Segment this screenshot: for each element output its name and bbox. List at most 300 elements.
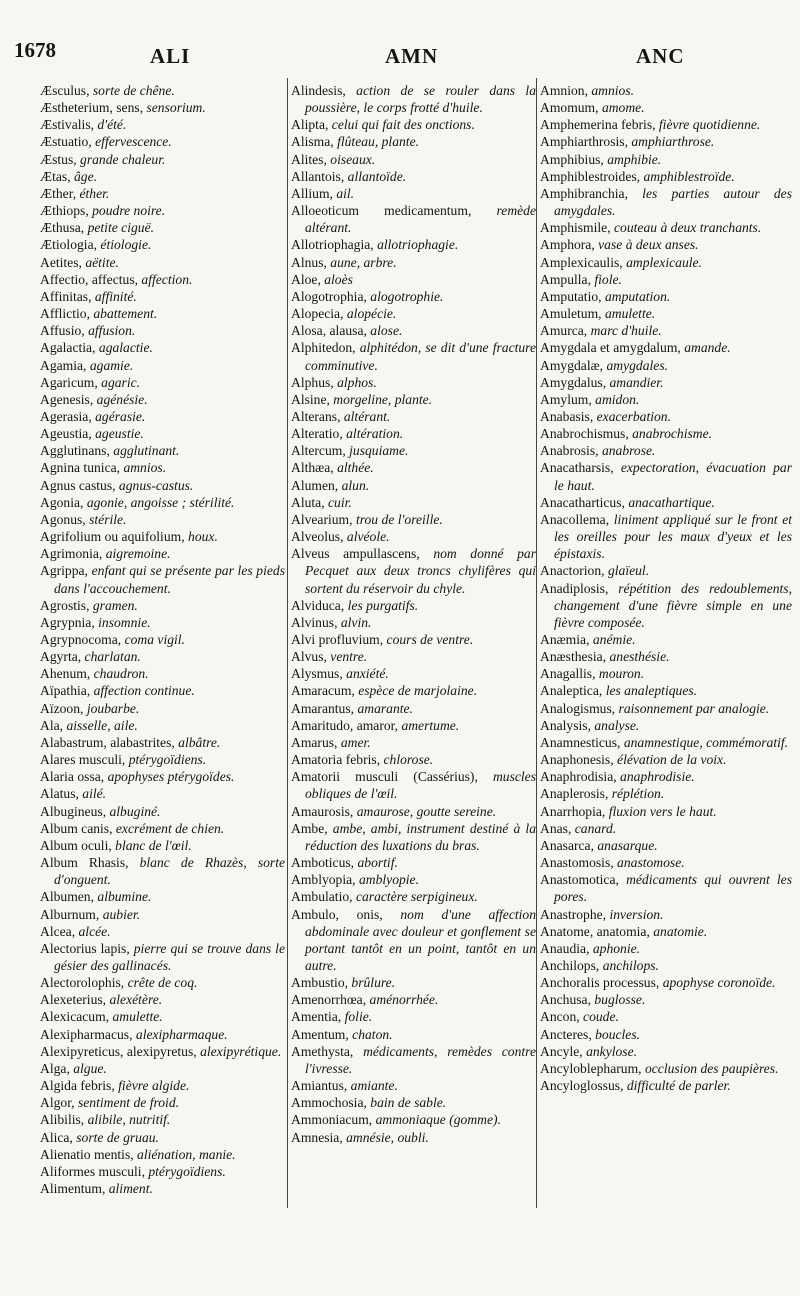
entry-term: Anaphonesis: [540, 752, 611, 768]
entry-term: Anchilops: [540, 957, 596, 973]
entry-term: Alvus: [291, 649, 324, 665]
dictionary-entry: Ageustia, ageustie.: [40, 426, 144, 442]
dictionary-entry: Ala, aisselle, aile.: [40, 717, 138, 733]
entry-term: Alveolus: [291, 529, 341, 545]
dictionary-entry: Alexipharmacus, alexipharmaque.: [40, 1026, 228, 1042]
entry-definition: althée.: [337, 460, 374, 476]
dictionary-entry: Amarus, amer.: [291, 734, 371, 750]
entry-definition: remède altérant.: [305, 203, 537, 236]
entry-definition: ankylose.: [586, 1043, 638, 1059]
dictionary-entry: Alabastrum, alabastrites, albâtre.: [40, 734, 221, 750]
entry-definition: amarante.: [357, 700, 413, 716]
entry-term: Alectorolophis: [40, 975, 121, 991]
dictionary-entry: Aliformes musculi, ptérygoïdiens.: [40, 1163, 226, 1179]
entry-definition: ptérygoïdiens.: [148, 1163, 226, 1179]
entry-definition: analyse.: [594, 717, 640, 733]
dictionary-entry: Alica, sorte de gruau.: [40, 1129, 159, 1145]
entry-definition: alun.: [341, 477, 370, 493]
dictionary-entry: Amarantus, amarante.: [291, 700, 413, 716]
dictionary-entry: Æthusa, petite ciguë.: [40, 220, 155, 236]
dictionary-entry: Amaurosis, amaurose, goutte sereine.: [291, 803, 497, 819]
entry-definition: aliment.: [108, 1181, 153, 1196]
dictionary-entry: Alogotrophia, alogotrophie.: [291, 288, 444, 304]
entry-definition: cuir.: [328, 494, 352, 510]
entry-definition: oiseaux.: [330, 151, 376, 167]
dictionary-entry: Alga, algue.: [40, 1060, 107, 1076]
entry-definition: nom d'une affection abdominale avec douleur et gonflement se portant tantôt en un point, tantôt en un autre.: [305, 906, 537, 973]
dictionary-entry: Alosa, alausa, alose.: [291, 323, 403, 339]
entry-definition: liniment appliqué sur le front et les oreilles pour les maux d'yeux et les épistaxis.: [554, 511, 793, 562]
entry-definition: marc d'huile.: [590, 323, 662, 339]
entry-definition: alphitédon, se dit d'une fracture comminutive.: [305, 340, 536, 373]
dictionary-entry: Alnus, aune, arbre.: [291, 254, 397, 270]
entry-term: Agonus: [40, 511, 83, 527]
dictionary-entry: Algor, sentiment de froid.: [40, 1095, 180, 1111]
entry-term: Afflictio: [40, 306, 87, 322]
entry-definition: anaphrodisie.: [620, 769, 695, 785]
entry-definition: altérant.: [343, 408, 391, 424]
entry-definition: effervescence.: [95, 134, 172, 150]
entry-term: Alsine: [291, 391, 327, 407]
entry-term: Affusio: [40, 323, 82, 339]
entry-definition: ail.: [336, 185, 355, 201]
dictionary-entry: Alloeoticum medicamentum, remède altérant.: [291, 203, 537, 236]
entry-definition: albuginé.: [109, 803, 161, 819]
entry-term: Alumen: [291, 477, 335, 493]
entry-term: Alysmus: [291, 666, 340, 682]
dictionary-entry: Affinitas, affinité.: [40, 288, 137, 304]
dictionary-entry: Agrippa, enfant qui se présente par les pieds dans l'accouchement.: [40, 563, 285, 596]
dictionary-entry: Æsculus, sorte de chêne.: [40, 83, 175, 98]
entry-term: Affectio, affectus: [40, 271, 135, 287]
dictionary-entry: Analysis, analyse.: [540, 717, 640, 733]
dictionary-entry: Agnina tunica, amnios.: [40, 460, 167, 476]
entry-definition: amome.: [601, 100, 645, 116]
entry-definition: amplexicaule.: [626, 254, 702, 270]
entry-definition: amulette.: [112, 1009, 163, 1025]
column-header-3: ANC: [636, 44, 685, 68]
entry-term: Albugineus: [40, 803, 103, 819]
entry-term: Amylum: [540, 391, 589, 407]
entry-definition: affection.: [141, 271, 193, 287]
dictionary-entry: Alvinus, alvin.: [291, 614, 372, 630]
dictionary-entry: Alveolus, alvéole.: [291, 529, 390, 545]
entry-term: Album oculi: [40, 837, 109, 853]
entry-term: Anacollema: [540, 511, 606, 527]
entry-term: Anabrochismus: [540, 426, 626, 442]
dictionary-entry: Alaria ossa, apophyses ptérygoïdes.: [40, 769, 235, 785]
entry-term: Alvearium: [291, 511, 350, 527]
entry-definition: répétition des redoublements, changement d'une fièvre simple en une fièvre composée.: [554, 580, 792, 630]
entry-definition: amphibie.: [607, 151, 662, 167]
entry-definition: apophyses ptérygoïdes.: [107, 769, 235, 785]
entry-definition: fièvre quotidienne.: [658, 117, 761, 133]
entry-term: Amygdalus: [540, 374, 603, 390]
dictionary-entry: Alindesis, action de se rouler dans la poussière, le corps frotté d'huile.: [291, 83, 537, 116]
entry-definition: alexipyrétique.: [200, 1043, 282, 1059]
dictionary-entry: Ambulatio, caractère serpigineux.: [291, 889, 478, 905]
entry-definition: chlorose.: [383, 752, 434, 768]
dictionary-entry: Amuletum, amulette.: [540, 306, 656, 322]
dictionary-entry: Agonus, stérile.: [40, 511, 127, 527]
entry-definition: altération.: [346, 426, 404, 442]
entry-definition: amande.: [684, 340, 731, 356]
entry-definition: amiante.: [350, 1078, 398, 1094]
dictionary-entry: Albugineus, albuginé.: [40, 803, 161, 819]
entry-definition: pierre qui se trouve dans le gésier des gallinacés.: [54, 940, 285, 973]
dictionary-entry: Algida febris, fièvre algide.: [40, 1078, 190, 1094]
dictionary-entry: Amatorii musculi (Cassérius), muscles obliques de l'œil.: [291, 769, 536, 802]
entry-term: Aïpathia: [40, 683, 87, 699]
dictionary-entry: Altercum, jusquiame.: [291, 443, 409, 459]
entry-term: Agenesis: [40, 391, 90, 407]
entry-term: Alosa, alausa: [291, 323, 364, 339]
entry-definition: alvéole.: [346, 529, 390, 545]
entry-term: Anadiplosis: [540, 580, 605, 596]
entry-definition: blanc de Rhazès, sorte d'onguent.: [54, 855, 286, 888]
dictionary-entry: Ammoniacum, ammoniaque (gomme).: [291, 1112, 501, 1128]
entry-term: Agnina tunica: [40, 460, 117, 476]
entry-term: Alindesis: [291, 83, 343, 98]
entry-term: Amblyopia: [291, 872, 353, 888]
dictionary-entry: Alites, oiseaux.: [291, 151, 376, 167]
entry-term: Alopecia: [291, 306, 341, 322]
dictionary-entry: Agrypnocoma, coma vigil.: [40, 632, 185, 647]
entry-definition: expectoration, évacuation par le haut.: [554, 460, 792, 493]
dictionary-entry: Agglutinans, agglutinant.: [40, 443, 180, 459]
dictionary-entry: Amphismile, couteau à deux tranchants.: [540, 220, 762, 236]
entry-definition: amphiarthrose.: [631, 134, 715, 150]
entry-definition: grande chaleur.: [80, 151, 166, 167]
entry-term: Amentum: [291, 1026, 346, 1042]
entry-definition: sorte de gruau.: [76, 1129, 159, 1145]
entry-definition: anamnestique, commémoratif.: [623, 734, 789, 750]
entry-definition: raisonnement par analogie.: [618, 700, 770, 716]
entry-term: Ageustia: [40, 426, 89, 442]
entry-term: Ancteres: [540, 1026, 589, 1042]
entry-definition: anacathartique.: [628, 494, 715, 510]
entry-definition: insomnie.: [98, 614, 151, 630]
entry-definition: aménorrhée.: [369, 992, 439, 1008]
entry-term: Amaritudo, amaror: [291, 717, 395, 733]
dictionary-entry: Alexicacum, amulette.: [40, 1009, 163, 1025]
entry-term: Alphus: [291, 374, 331, 390]
entry-definition: abattement.: [93, 306, 158, 322]
entry-term: Anacatharticus: [540, 494, 622, 510]
entry-term: Ambulo, onis: [291, 906, 380, 922]
dictionary-entry: Æstus, grande chaleur.: [40, 151, 166, 167]
dictionary-entry: Anacatharsis, expectoration, évacuation par le haut.: [540, 460, 792, 493]
page-number: 1678: [14, 38, 56, 62]
entry-term: Anchoralis processus: [540, 975, 656, 991]
entry-term: Æsculus: [40, 83, 87, 98]
entry-definition: agamie.: [89, 357, 134, 373]
entry-term: Aloe: [291, 271, 318, 287]
dictionary-entry: Alexipyreticus, alexipyretus, alexipyrétique.: [40, 1043, 282, 1059]
entry-definition: ambe, ambi, instrument destiné à la réduction des luxations du bras.: [305, 820, 537, 853]
entry-definition: alogotrophie.: [370, 288, 444, 304]
entry-definition: apophyse coronoïde.: [662, 975, 776, 991]
entry-term: Amarus: [291, 734, 335, 750]
entry-term: Amuletum: [540, 306, 599, 322]
entry-term: Ambulatio: [291, 889, 350, 905]
entries-column-1: [40, 82, 285, 1197]
entry-term: Aluta: [291, 494, 322, 510]
entry-term: Amiantus: [291, 1078, 344, 1094]
entry-term: Allium: [291, 185, 330, 201]
column-rule: [287, 78, 288, 1208]
entry-term: Alabastrum, alabastrites: [40, 734, 172, 750]
dictionary-entry: Amenorrhœa, aménorrhée.: [291, 992, 439, 1008]
entry-term: Amaurosis: [291, 803, 350, 819]
entry-definition: ammoniaque (gomme).: [375, 1112, 501, 1128]
entry-term: Amethysta: [291, 1043, 350, 1059]
dictionary-entry: Anas, canard.: [540, 820, 617, 836]
entry-definition: alexétère.: [109, 992, 163, 1008]
entry-definition: charlatan.: [84, 649, 141, 665]
entry-term: Ætas: [40, 168, 68, 184]
entry-term: Agnus castus: [40, 477, 113, 493]
dictionary-entry: Amygdalæ, amygdales.: [540, 357, 669, 373]
dictionary-entry: Alopecia, alopécie.: [291, 306, 397, 322]
dictionary-entry: Allotriophagia, allotriophagie.: [291, 237, 459, 253]
dictionary-entry: Anacatharticus, anacathartique.: [540, 494, 715, 510]
entry-term: Alburnum: [40, 906, 96, 922]
dictionary-entry: Anadiplosis, répétition des redoublements, changement d'une fièvre simple en une fièvre composée.: [540, 580, 792, 630]
entry-term: Agamia: [40, 357, 84, 373]
dictionary-entry: Agamia, agamie.: [40, 357, 134, 373]
dictionary-entry: Ancyloblepharum, occlusion des paupières.: [540, 1060, 779, 1076]
entry-definition: amidon.: [595, 391, 640, 407]
entry-term: Amarantus: [291, 700, 351, 716]
entry-term: Anabasis: [540, 408, 590, 424]
entry-definition: alvin.: [340, 614, 372, 630]
entry-definition: amputation.: [604, 288, 671, 304]
entry-term: Alvi profluvium: [291, 632, 380, 647]
entry-term: Amenorrhœa: [291, 992, 363, 1008]
dictionary-entry: Amylum, amidon.: [540, 391, 640, 407]
entry-term: Anastomosis: [540, 855, 611, 871]
dictionary-entry: Album Rhasis, blanc de Rhazès, sorte d'onguent.: [40, 855, 286, 888]
entry-term: Amomum: [540, 100, 596, 116]
dictionary-entry: Amphora, vase à deux anses.: [540, 237, 699, 253]
entry-term: Agerasia: [40, 408, 89, 424]
entry-term: Anacatharsis: [540, 460, 611, 476]
entry-definition: flûteau, plante.: [337, 134, 420, 150]
dictionary-entry: Alumen, alun.: [291, 477, 370, 493]
entry-definition: fluxion vers le haut.: [608, 803, 717, 819]
entries-column-2: [291, 82, 536, 1146]
entry-term: Alienatio mentis: [40, 1146, 131, 1162]
entry-definition: allotriophagie.: [377, 237, 459, 253]
dictionary-entry: Agenesis, agénésie.: [40, 391, 148, 407]
entry-definition: agérasie.: [95, 408, 146, 424]
dictionary-entry: Alatus, ailé.: [40, 786, 107, 802]
dictionary-entry: Allantois, allantoïde.: [291, 168, 407, 184]
entry-term: Anæsthesia: [540, 649, 603, 665]
entry-term: Anas: [540, 820, 568, 836]
entry-definition: amnios.: [591, 83, 635, 98]
entry-term: Aetites: [40, 254, 79, 270]
dictionary-entry: Anabasis, exacerbation.: [540, 408, 672, 424]
dictionary-entry: Amurca, marc d'huile.: [540, 323, 662, 339]
entry-definition: affusion.: [88, 323, 136, 339]
entry-term: Amentia: [291, 1009, 338, 1025]
entry-term: Ala: [40, 717, 60, 733]
entry-definition: blanc de l'œil.: [115, 837, 192, 853]
dictionary-entry: Ammochosia, bain de sable.: [291, 1095, 447, 1111]
entry-term: Alipta: [291, 117, 325, 133]
entry-definition: alose.: [370, 323, 403, 339]
entry-term: Alibilis: [40, 1112, 81, 1128]
dictionary-entry: Amygdalus, amandier.: [540, 374, 664, 390]
entry-term: Æstheterium, sens: [40, 100, 140, 116]
entry-definition: excrément de chien.: [115, 820, 225, 836]
entry-definition: gramen.: [92, 597, 138, 613]
entry-term: Alveus ampullascens: [291, 546, 417, 562]
entry-term: Ahenum: [40, 666, 87, 682]
entry-definition: sorte de chêne.: [92, 83, 175, 98]
entry-definition: houx.: [188, 529, 218, 545]
entry-definition: amblyopie.: [358, 872, 419, 888]
entry-definition: amaurose, goutte sereine.: [356, 803, 497, 819]
entry-definition: aliénation, manie.: [137, 1146, 236, 1162]
entry-definition: petite ciguë.: [87, 220, 155, 236]
entry-definition: ailé.: [82, 786, 107, 802]
dictionary-entry: Amphibranchia, les parties autour des amygdales.: [540, 185, 793, 219]
entry-definition: action de se rouler dans la poussière, le corps frotté d'huile.: [305, 83, 537, 116]
dictionary-entry: Albumen, albumine.: [40, 889, 152, 905]
entry-term: Amputatio: [540, 288, 599, 304]
entry-definition: chaudron.: [93, 666, 149, 682]
entry-definition: boucles.: [595, 1026, 641, 1042]
dictionary-entry: Alectorius lapis, pierre qui se trouve dans le gésier des gallinacés.: [40, 940, 285, 973]
entry-term: Anastomotica: [540, 872, 616, 888]
dictionary-entry: Ætiologia, étiologie.: [40, 237, 152, 253]
dictionary-entry: Ancyle, ankylose.: [540, 1043, 638, 1059]
entry-term: Agglutinans: [40, 443, 107, 459]
entry-definition: les purgatifs.: [347, 597, 419, 613]
dictionary-entry: Ancon, coude.: [540, 1009, 619, 1025]
dictionary-entry: Anactorion, glaïeul.: [540, 563, 650, 579]
entry-term: Æstuatio: [40, 134, 89, 150]
entry-term: Amphemerina febris: [540, 117, 653, 133]
entry-term: Alexicacum: [40, 1009, 106, 1025]
dictionary-entry: Amomum, amome.: [540, 100, 645, 116]
entry-term: Agrypnia: [40, 614, 92, 630]
dictionary-entry: Anchilops, anchilops.: [540, 957, 659, 973]
dictionary-entry: Amaritudo, amaror, amertume.: [291, 717, 460, 733]
dictionary-entry: Amethysta, médicaments, remèdes contre l'ivresse.: [291, 1043, 536, 1076]
entry-term: Ambustio: [291, 975, 345, 991]
entry-term: Agonia: [40, 494, 81, 510]
entry-term: Agrimonia: [40, 546, 99, 562]
dictionary-entry: Alphus, alphos.: [291, 374, 377, 390]
entry-definition: médicaments qui ouvrent les pores.: [554, 872, 793, 905]
entry-definition: celui qui fait des onctions.: [331, 117, 475, 133]
entry-term: Alloeoticum medicamentum: [291, 203, 468, 219]
entry-term: Anarrhopia: [540, 803, 602, 819]
dictionary-entry: Amentia, folie.: [291, 1009, 373, 1025]
dictionary-entry: Agrifolium ou aquifolium, houx.: [40, 529, 218, 545]
entry-definition: bain de sable.: [370, 1095, 447, 1111]
entry-definition: les analeptiques.: [605, 683, 698, 699]
entry-definition: nom donné par Pecquet aux deux troncs chylifères qui sortent du réservoir du chyle.: [305, 546, 536, 596]
entry-definition: amulette.: [604, 306, 656, 322]
entry-definition: amnésie, oubli.: [346, 1129, 429, 1145]
entry-definition: anatomie.: [653, 923, 708, 939]
entry-term: Amatorii musculi (Cassérius): [291, 769, 475, 785]
entry-term: Æstus: [40, 151, 74, 167]
entry-definition: vase à deux anses.: [598, 237, 699, 253]
dictionary-entry: Amblyopia, amblyopie.: [291, 872, 419, 888]
entry-term: Agalactia: [40, 340, 93, 356]
entry-term: Alectorius lapis: [40, 940, 127, 956]
entry-term: Anaudia: [540, 940, 587, 956]
dictionary-entry: Amputatio, amputation.: [540, 288, 671, 304]
entry-definition: coma vigil.: [124, 632, 185, 647]
entry-term: Ætiologia: [40, 237, 94, 253]
dictionary-entry: Amentum, chaton.: [291, 1026, 393, 1042]
dictionary-entry: Affectio, affectus, affection.: [40, 271, 193, 287]
dictionary-entry: Aluta, cuir.: [291, 494, 352, 510]
entry-term: Althæa: [291, 460, 331, 476]
entry-definition: morgeline, plante.: [333, 391, 433, 407]
dictionary-entry: Analeptica, les analeptiques.: [540, 683, 698, 699]
entry-term: Amplexicaulis: [540, 254, 620, 270]
entry-definition: âge.: [73, 168, 98, 184]
entry-definition: caractère serpigineux.: [355, 889, 478, 905]
dictionary-entry: Ætas, âge.: [40, 168, 98, 184]
entry-term: Alexipharmacus: [40, 1026, 130, 1042]
entry-term: Analysis: [540, 717, 588, 733]
dictionary-entry: Æthiops, poudre noire.: [40, 203, 166, 219]
entry-term: Æther: [40, 185, 73, 201]
entry-term: Alatus: [40, 786, 76, 802]
entry-definition: buglosse.: [594, 992, 646, 1008]
entry-term: Ammochosia: [291, 1095, 364, 1111]
entry-term: Amphiblestroides: [540, 168, 637, 184]
dictionary-entry: Amphiarthrosis, amphiarthrose.: [540, 134, 715, 150]
entry-definition: couteau à deux tranchants.: [614, 220, 762, 236]
entry-term: Alica: [40, 1129, 70, 1145]
dictionary-entry: Anaplerosis, réplétion.: [540, 786, 665, 802]
dictionary-entry: Anaudia, aphonie.: [540, 940, 641, 956]
entry-term: Amphibius: [540, 151, 601, 167]
entry-definition: anchilops.: [602, 957, 659, 973]
entry-definition: trou de l'oreille.: [355, 511, 443, 527]
entry-term: Æstivalis: [40, 117, 91, 133]
entry-term: Agrippa: [40, 563, 85, 579]
dictionary-entry: Ancteres, boucles.: [540, 1026, 641, 1042]
entry-definition: folie.: [344, 1009, 373, 1025]
dictionary-entry: Æstivalis, d'été.: [40, 117, 127, 133]
dictionary-entry: Alvearium, trou de l'oreille.: [291, 511, 443, 527]
dictionary-entry: Agerasia, agérasie.: [40, 408, 146, 424]
column-rule: [536, 78, 537, 1208]
entry-definition: amnios.: [123, 460, 167, 476]
dictionary-entry: Ahenum, chaudron.: [40, 666, 149, 682]
dictionary-entry: Agrimonia, aigremoine.: [40, 546, 171, 562]
entry-term: Alnus: [291, 254, 324, 270]
dictionary-entry: Agonia, agonie, angoisse ; stérilité.: [40, 494, 235, 510]
entry-term: Amatoria febris: [291, 752, 377, 768]
dictionary-entry: Æstheterium, sens, sensorium.: [40, 100, 206, 116]
dictionary-entry: Alterans, altérant.: [291, 408, 391, 424]
entry-definition: alexipharmaque.: [135, 1026, 228, 1042]
entry-definition: médicaments, remèdes contre l'ivresse.: [305, 1043, 536, 1076]
entry-term: Alviduca: [291, 597, 341, 613]
